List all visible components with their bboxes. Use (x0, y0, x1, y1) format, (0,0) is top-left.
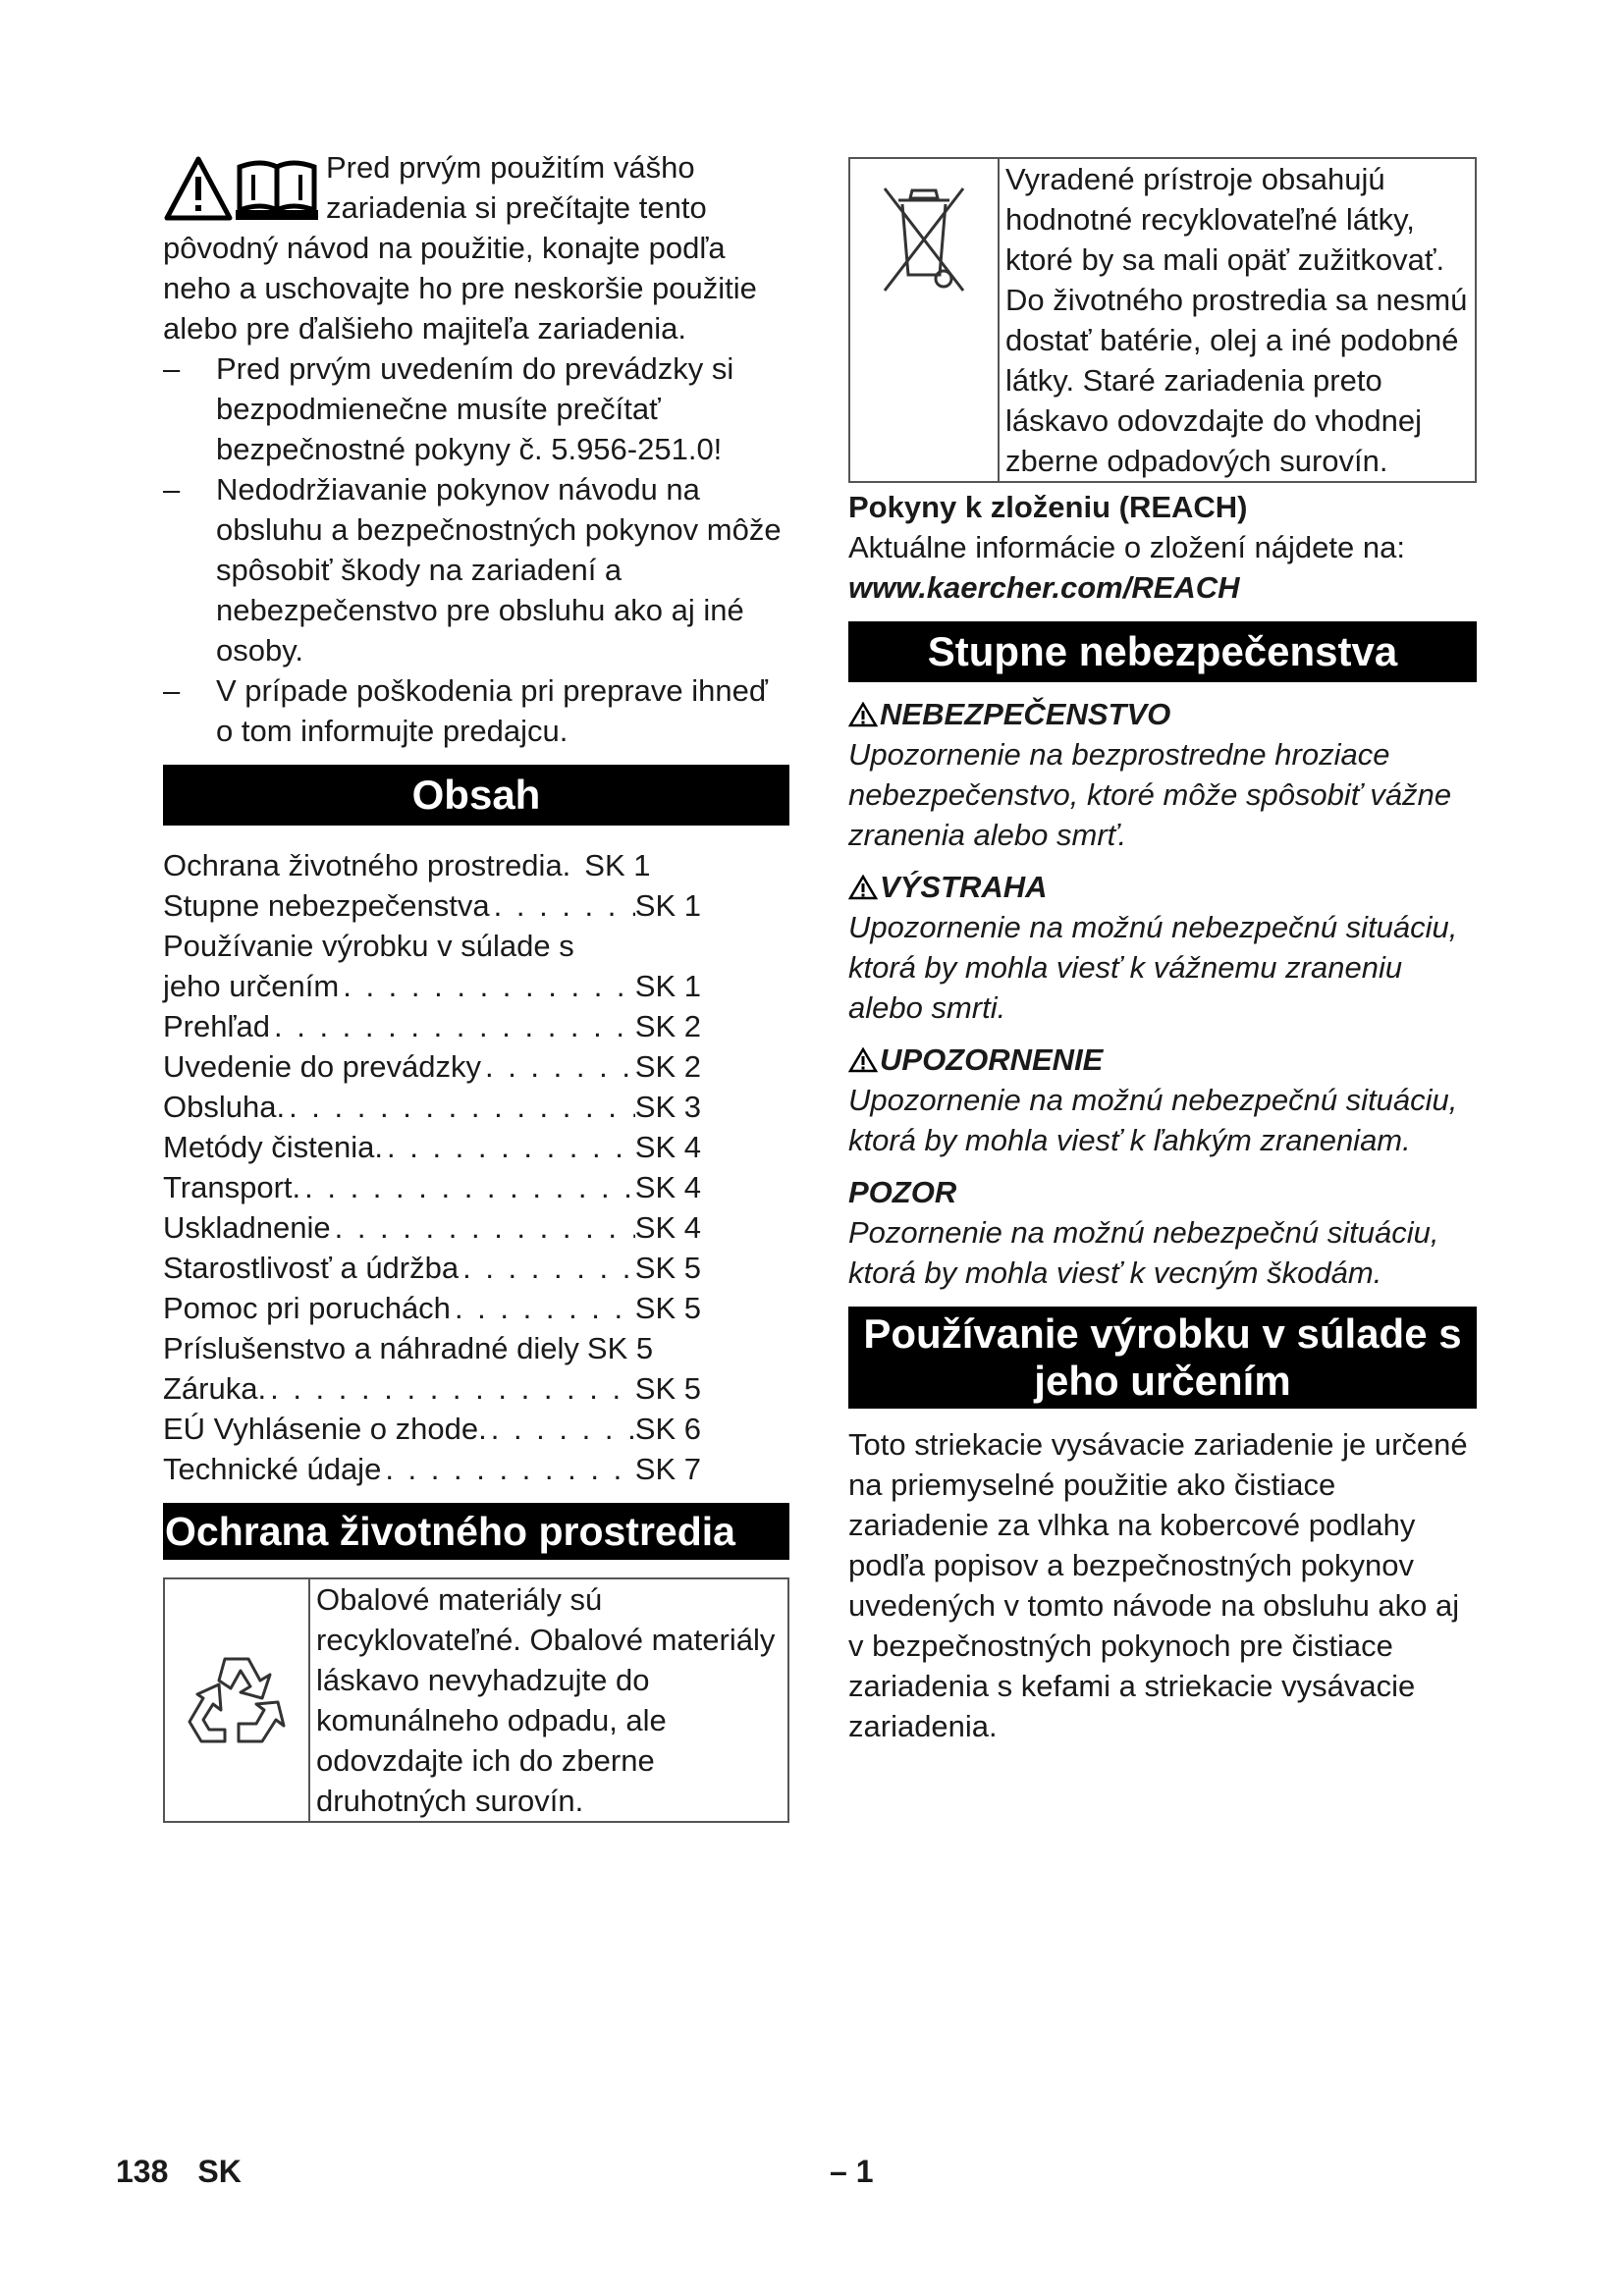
toc-item[interactable]: Uvedenie do prevádzky . . . SK 2 (163, 1046, 789, 1087)
notice-description: Pozornenie na možnú nebezpečnú situáciu, ktorá by mohla viesť k vecným škodám. (848, 1215, 1439, 1290)
devices-text: Vyradené prístroje obsahujú hodnotné recyklovateľné látky, ktoré by sa mali opäť zužitkovať. Do životného prostredia sa nesmú dostať batérie, olej a iné podobné látky. Staré zariadenia preto láskavo odovzdajte do vhodnej zberne odpadových surovín. (1005, 162, 1468, 478)
page-footer (116, 2152, 242, 2192)
intended-use-text: Toto striekacie vysávacie zariadenie je určené na priemyselné použitie ako čistiace zariadenie za vlhka na kobercové podlahy podľa popisov a bezpečnostných pokynov uvedených v tomto návode na obsluhu ako aj v bezpečnostných pokynoch pre čistiace zariadenia s kefami a striekacie vysávacie zariadenia. (848, 1427, 1468, 1743)
toc-item[interactable]: EÚ Vyhlásenie o zhode. . . . SK 6 (163, 1409, 789, 1449)
toc-item[interactable]: Prehľad . . . SK 2 (163, 1006, 789, 1046)
packaging-recycling-box (163, 1577, 789, 1823)
list-item: – Pred prvým uvedením do prevádzky si bezpodmienečne musíte prečítať bezpečnostné pokyny č. 5.956-251.0! (163, 351, 734, 466)
reach-title: Pokyny k zloženiu (REACH) (848, 490, 1248, 524)
left-column (163, 147, 789, 1823)
caution-description: Upozornenie na možnú nebezpečnú situáciu, ktorá by mohla viesť k ľahkým zraneniam. (848, 1083, 1458, 1157)
toc-item[interactable]: Starostlivosť a údržba . . . SK 5 (163, 1248, 789, 1288)
toc-item[interactable]: Transport. . . . SK 4 (163, 1167, 789, 1207)
language-code: SK (197, 2154, 242, 2189)
warning-triangle-icon (848, 875, 878, 900)
hazard-levels-heading: Stupne nebezpečenstva (848, 621, 1477, 682)
toc-item[interactable]: Príslušenstvo a náhradné diely SK 5 (163, 1331, 654, 1365)
intro-section (163, 147, 789, 751)
packaging-text: Obalové materiály sú recyklovateľné. Obalové materiály láskavo nevyhadzujte do komunálneho odpadu, ale odovzdajte ich do zberne druhotných surovín. (316, 1582, 776, 1818)
list-item: – V prípade poškodenia pri preprave ihneď o tom informujte predajcu. (163, 673, 768, 748)
recycling-icon (180, 1651, 294, 1749)
danger-label: NEBEZPEČENSTVO (848, 694, 1477, 734)
warning-triangle-icon (848, 1047, 878, 1073)
notice-label: POZOR (848, 1175, 957, 1209)
intro-text: Pred prvým použitím vášho zariadenia si prečítajte tento pôvodný návod na použitie, konajte podľa neho a uschovajte ho pre neskoršie použitie alebo pre ďalšieho majiteľa zariadenia. (163, 150, 757, 346)
caution-label: UPOZORNENIE (848, 1040, 1477, 1080)
toc-item[interactable]: Ochrana životného prostredia. SK 1 (163, 848, 651, 882)
toc-heading: Obsah (163, 765, 789, 826)
list-item: – Nedodržiavanie pokynov návodu na obsluhu a bezpečnostných pokynov môže spôsobiť škody na zariadení a nebezpečenstvo pre obsluhu ako aj iné osoby. (163, 472, 782, 667)
hazard-levels (848, 694, 1477, 1293)
intended-use-heading: Používanie výrobku v súlade s jeho určením (848, 1307, 1477, 1409)
toc-item[interactable]: Používanie výrobku v súlade s (163, 929, 574, 963)
toc-item[interactable]: Obsluha. . . . SK 3 (163, 1087, 789, 1127)
danger-description: Upozornenie na bezprostredne hroziace nebezpečenstvo, ktoré môže spôsobiť vážne zranenia alebo smrť. (848, 737, 1452, 852)
reach-text: Aktuálne informácie o zložení nájdete na: (848, 530, 1405, 564)
intro-bullets (163, 348, 789, 751)
reach-link[interactable]: www.kaercher.com/REACH (848, 570, 1240, 605)
right-column (848, 157, 1477, 1746)
crossed-bin-icon (875, 181, 973, 298)
toc-item[interactable]: Uskladnenie . . . SK 4 (163, 1207, 789, 1248)
table-of-contents (163, 845, 789, 1489)
environment-heading: Ochrana životného prostredia (163, 1503, 789, 1560)
toc-item[interactable]: jeho určením . . . SK 1 (163, 966, 789, 1006)
toc-item[interactable]: Záruka. . . . SK 5 (163, 1368, 789, 1409)
page-number: 138 (116, 2154, 169, 2189)
warning-triangle-icon (848, 702, 878, 727)
warning-read-manual-icon (163, 153, 318, 224)
warning-label: VÝSTRAHA (848, 867, 1477, 907)
section-page-number: – 1 (830, 2154, 874, 2189)
warning-description: Upozornenie na možnú nebezpečnú situáciu, ktorá by mohla viesť k vážnemu zraneniu alebo smrti. (848, 910, 1458, 1025)
weee-disposal-box (848, 157, 1477, 483)
toc-item[interactable]: Pomoc pri poruchách . . . SK 5 (163, 1288, 789, 1328)
toc-item[interactable]: Metódy čistenia. . . . SK 4 (163, 1127, 789, 1167)
toc-item[interactable]: Stupne nebezpečenstva . . . SK 1 (163, 885, 789, 926)
toc-item[interactable]: Technické údaje . . . SK 7 (163, 1449, 789, 1489)
